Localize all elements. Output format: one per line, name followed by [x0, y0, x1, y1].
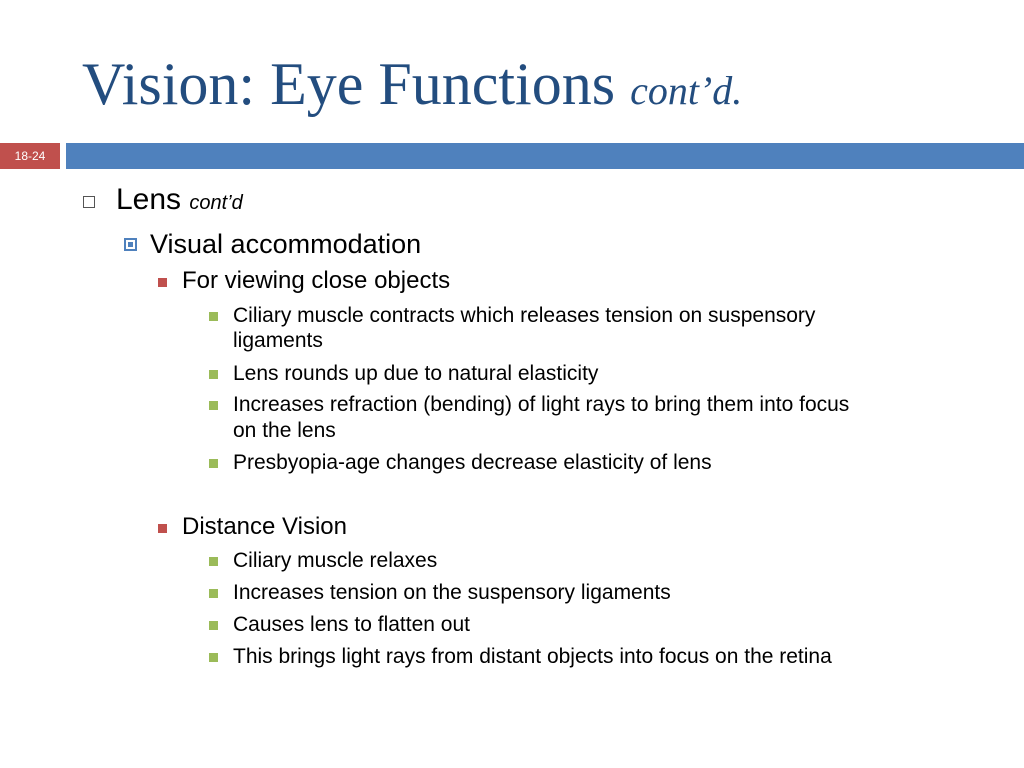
list-item-continuation [233, 418, 336, 443]
list-item [209, 548, 437, 573]
slide-title-suffix: cont’d. [630, 68, 743, 113]
red-square-bullet-icon [158, 524, 167, 533]
list-item-text: Increases refraction (bending) of light rays to bring them into focus [233, 393, 850, 416]
list-item-text: Causes lens to flatten out [233, 613, 470, 636]
list-item [209, 612, 470, 637]
bullet-distance-vision [158, 513, 347, 541]
list-item-continuation [233, 328, 323, 353]
list-item-text: Ciliary muscle relaxes [233, 549, 438, 572]
list-item-text: Ciliary muscle contracts which releases tension on suspensory [233, 304, 816, 327]
list-item-text: on the lens [233, 419, 336, 442]
list-item-text: Increases tension on the suspensory ligaments [233, 581, 671, 604]
lens-label: Lens [116, 183, 182, 216]
header-band [66, 143, 1024, 169]
framed-square-bullet-icon [124, 238, 137, 251]
slide-title-main: Vision: Eye Functions [82, 51, 616, 117]
green-square-bullet-icon [209, 621, 218, 630]
red-square-bullet-icon [158, 278, 167, 287]
list-item [209, 392, 849, 417]
list-item [209, 361, 598, 386]
close-objects-heading: For viewing close objects [182, 267, 451, 294]
green-square-bullet-icon [209, 653, 218, 662]
green-square-bullet-icon [209, 370, 218, 379]
green-square-bullet-icon [209, 459, 218, 468]
green-square-bullet-icon [209, 589, 218, 598]
list-item-text: Presbyopia-age changes decrease elasticity of lens [233, 451, 712, 474]
bullet-lens [116, 183, 243, 220]
list-item [209, 580, 671, 605]
slide-number: 18-24 [0, 143, 60, 169]
list-item-text: This brings light rays from distant objects into focus on the retina [233, 645, 832, 668]
hollow-square-bullet-icon [83, 196, 95, 208]
visual-accommodation-label: Visual accommodation [150, 229, 422, 259]
list-item [209, 303, 815, 328]
list-item-text: ligaments [233, 329, 323, 352]
bullet-close-objects [158, 267, 450, 295]
slide-title [82, 48, 742, 127]
list-item [209, 644, 832, 669]
green-square-bullet-icon [209, 401, 218, 410]
list-item [209, 450, 712, 475]
distance-vision-heading: Distance Vision [182, 513, 347, 540]
list-item-text: Lens rounds up due to natural elasticity [233, 362, 599, 385]
lens-suffix: cont’d [189, 192, 243, 214]
green-square-bullet-icon [209, 312, 218, 321]
bullet-visual-accommodation [124, 228, 421, 260]
green-square-bullet-icon [209, 557, 218, 566]
